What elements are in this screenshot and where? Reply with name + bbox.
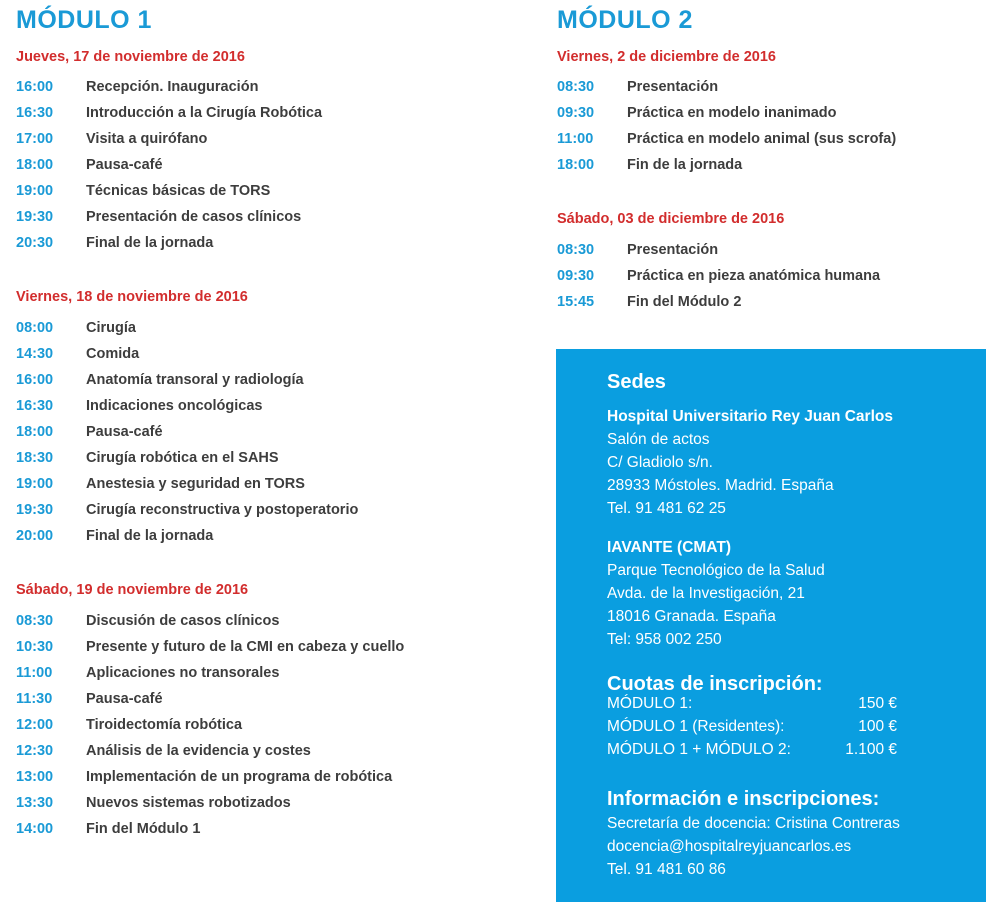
day-heading: Jueves, 17 de noviembre de 2016 [16,49,245,65]
fee-row [607,740,897,763]
schedule-time: 08:30 [16,613,54,629]
schedule-time: 09:30 [557,268,595,284]
schedule-time: 09:30 [557,105,595,121]
contact-list [607,814,900,883]
schedule-activity: Discusión de casos clínicos [86,613,280,629]
schedule-row [16,474,358,500]
fee-label: MÓDULO 1 (Residentes): [607,718,785,735]
schedule-row [16,611,404,637]
schedule-activity: Fin del Módulo 1 [86,821,201,837]
schedule-activity: Presente y futuro de la CMI en cabeza y cuello [86,639,405,655]
schedule-time: 11:00 [557,131,594,147]
schedule-activity: Cirugía reconstructiva y postoperatorio [86,502,359,518]
schedule-activity: Práctica en modelo animal (sus scrofa) [627,131,897,147]
schedule-time: 16:30 [16,105,54,121]
schedule-activity: Pausa-café [86,157,163,173]
schedule-time: 12:30 [16,743,54,759]
schedule-time: 20:30 [16,235,54,251]
schedule-list [16,611,404,845]
schedule-row [16,663,404,689]
schedule-activity: Anatomía transoral y radiología [86,372,304,388]
schedule-activity: Recepción. Inauguración [86,79,259,95]
schedule-time: 11:30 [16,691,53,707]
day-heading: Sábado, 03 de diciembre de 2016 [557,211,785,227]
schedule-activity: Indicaciones oncológicas [86,398,263,414]
venue-2-name: IAVANTE (CMAT) [607,539,731,556]
schedule-activity: Final de la jornada [86,528,214,544]
schedule-row [557,103,896,129]
schedule-activity: Cirugía robótica en el SAHS [86,450,279,466]
contact-secretary: Secretaría de docencia: Cristina Contreras [607,815,900,832]
fee-row [607,694,897,717]
schedule-row [557,292,880,318]
fee-label: MÓDULO 1 + MÓDULO 2: [607,741,791,758]
fees-heading: Cuotas de inscripción: [607,673,823,695]
schedule-time: 16:00 [16,372,54,388]
schedule-row [557,77,896,103]
address-line: 28933 Móstoles. Madrid. España [607,477,834,494]
module-2-title: MÓDULO 2 [557,6,693,34]
day-heading: Viernes, 18 de noviembre de 2016 [16,289,248,305]
schedule-time: 10:30 [16,639,54,655]
schedule-activity: Nuevos sistemas robotizados [86,795,291,811]
schedule-time: 11:00 [16,665,53,681]
schedule-row [557,240,880,266]
fees-list [607,694,897,763]
schedule-row [16,155,322,181]
fee-row [607,717,897,740]
schedule-activity: Técnicas básicas de TORS [86,183,271,199]
fee-price: 1.100 € [845,741,897,758]
address-line: Parque Tecnológico de la Salud [607,562,825,579]
schedule-time: 18:00 [16,424,54,440]
schedule-time: 19:30 [16,502,54,518]
schedule-row [16,819,404,845]
schedule-time: 15:45 [557,294,595,310]
info-box [556,349,986,902]
schedule-time: 13:00 [16,769,54,785]
schedule-activity: Presentación de casos clínicos [86,209,302,225]
schedule-time: 18:30 [16,450,54,466]
schedule-time: 16:00 [16,79,54,95]
schedule-time: 14:00 [16,821,54,837]
schedule-time: 14:30 [16,346,54,362]
schedule-activity: Fin del Módulo 2 [627,294,742,310]
schedule-time: 12:00 [16,717,54,733]
venue-2-address [607,561,825,653]
schedule-activity: Visita a quirófano [86,131,208,147]
address-line: C/ Gladiolo s/n. [607,454,713,471]
schedule-activity: Final de la jornada [86,235,214,251]
schedule-time: 18:00 [557,157,595,173]
schedule-activity: Anestesia y seguridad en TORS [86,476,305,492]
schedule-row [557,129,896,155]
schedule-row [16,422,358,448]
schedule-row [16,448,358,474]
schedule-activity: Presentación [627,242,719,258]
schedule-row [16,793,404,819]
schedule-row [16,715,404,741]
schedule-row [16,396,358,422]
schedule-row [16,129,322,155]
schedule-list [16,77,322,259]
schedule-row [557,155,896,181]
address-line: Tel: 958 002 250 [607,631,722,648]
schedule-time: 08:30 [557,242,595,258]
schedule-row [16,500,358,526]
schedule-activity: Práctica en modelo inanimado [627,105,837,121]
schedule-activity: Aplicaciones no transorales [86,665,280,681]
schedule-list [16,318,358,552]
schedule-activity: Pausa-café [86,691,163,707]
schedule-row [16,344,358,370]
schedule-time: 13:30 [16,795,54,811]
schedule-time: 18:00 [16,157,54,173]
schedule-row [16,103,322,129]
schedule-time: 08:00 [16,320,54,336]
schedule-row [16,181,322,207]
schedule-activity: Presentación [627,79,719,95]
schedule-time: 16:30 [16,398,54,414]
schedule-row [16,767,404,793]
schedule-time: 19:30 [16,209,54,225]
schedule-row [16,233,322,259]
schedule-activity: Cirugía [86,320,136,336]
fee-price: 150 € [858,695,897,712]
fee-label: MÓDULO 1: [607,695,693,712]
schedule-time: 19:00 [16,183,54,199]
contact-phone: Tel. 91 481 60 86 [607,861,726,878]
schedule-activity: Implementación de un programa de robótica [86,769,393,785]
address-line: Salón de actos [607,431,710,448]
schedule-activity: Fin de la jornada [627,157,743,173]
schedule-row [557,266,880,292]
schedule-activity: Pausa-café [86,424,163,440]
day-heading: Viernes, 2 de diciembre de 2016 [557,49,776,65]
schedule-time: 19:00 [16,476,54,492]
venue-1-name: Hospital Universitario Rey Juan Carlos [607,408,893,425]
venue-1-address [607,430,834,522]
schedule-row [16,318,358,344]
schedule-activity: Análisis de la evidencia y costes [86,743,311,759]
schedule-row [16,689,404,715]
schedule-row [16,741,404,767]
schedule-row [16,207,322,233]
schedule-list [557,77,896,181]
schedule-list [557,240,880,318]
contact-heading: Información e inscripciones: [607,788,880,810]
schedule-row [16,370,358,396]
address-line: 18016 Granada. España [607,608,776,625]
schedule-activity: Comida [86,346,140,362]
schedule-row [16,77,322,103]
schedule-activity: Práctica en pieza anatómica humana [627,268,881,284]
day-heading: Sábado, 19 de noviembre de 2016 [16,582,249,598]
address-line: Avda. de la Investigación, 21 [607,585,805,602]
schedule-time: 08:30 [557,79,595,95]
venues-heading: Sedes [607,371,666,393]
contact-email: docencia@hospitalreyjuancarlos.es [607,838,852,855]
module-1-title: MÓDULO 1 [16,6,152,34]
schedule-activity: Introducción a la Cirugía Robótica [86,105,323,121]
schedule-time: 17:00 [16,131,54,147]
schedule-time: 20:00 [16,528,54,544]
schedule-activity: Tiroidectomía robótica [86,717,243,733]
schedule-row [16,526,358,552]
address-line: Tel. 91 481 62 25 [607,500,726,517]
schedule-row [16,637,404,663]
fee-price: 100 € [858,718,897,735]
